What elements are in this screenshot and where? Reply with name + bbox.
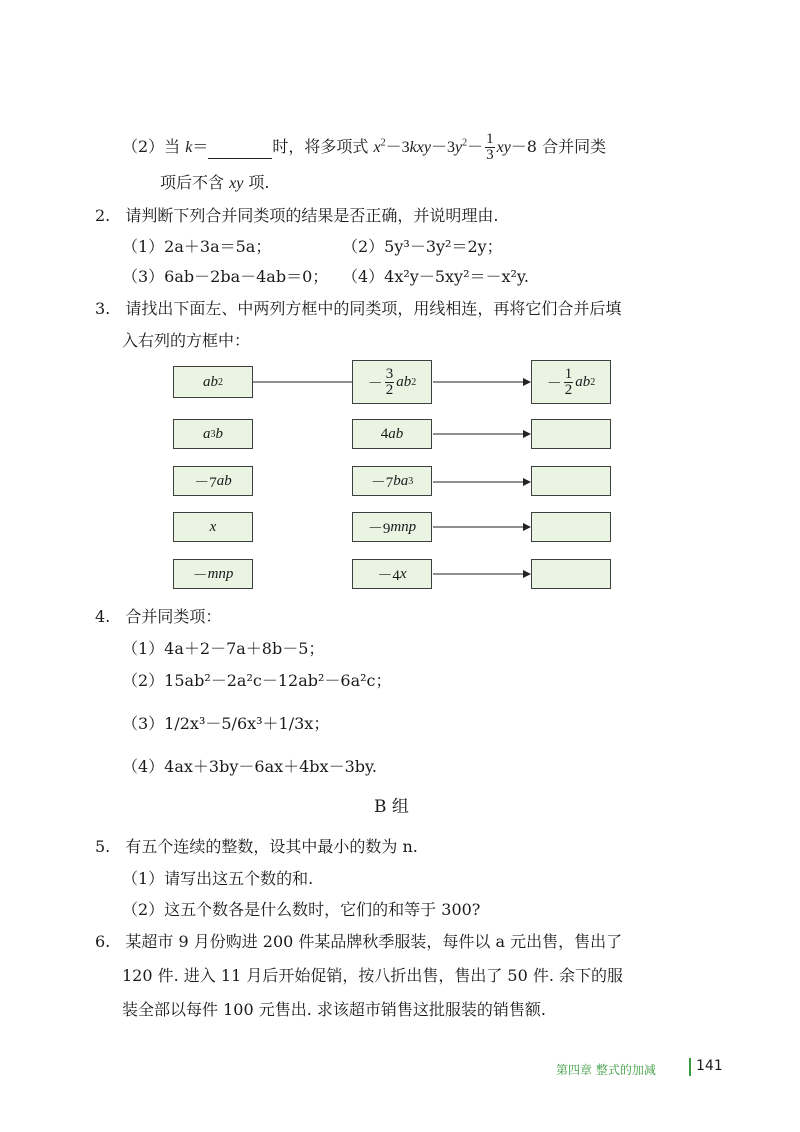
- q4-stem: [95, 606, 221, 628]
- poly-x: x: [373, 139, 381, 156]
- footer-divider: [689, 1058, 691, 1076]
- q1b-tail: －8 合并同类: [510, 137, 607, 156]
- q5-stem: [95, 836, 418, 858]
- q2-item-3: （3）6ab－2ba－4ab＝0；: [122, 267, 329, 286]
- left-box-3[interactable]: －7 ab: [173, 466, 253, 496]
- fraction-three-halves: $\frac{3}{2}$: [385, 365, 394, 398]
- left-box-5[interactable]: － mnp: [173, 559, 253, 589]
- left-box-4[interactable]: x: [173, 512, 253, 542]
- q5-item-1: （1）请写出这五个数的和.: [122, 869, 314, 888]
- left-box-2[interactable]: a 3 b: [173, 419, 253, 449]
- fraction-one-third: $\frac{1}{3}$: [486, 131, 494, 163]
- q2-number: 2.: [95, 206, 111, 225]
- q1b-eq: ＝: [192, 137, 209, 156]
- q4-item-1: （1）4a＋2－7a＋8b－5；: [122, 639, 325, 658]
- middle-box-4[interactable]: －9 mnp: [352, 512, 432, 542]
- q5-item-2: （2）这五个数各是什么数时，它们的和等于 300?: [122, 900, 481, 919]
- q1b-mid: 时，将多项式: [272, 137, 369, 156]
- q6-number: 6.: [95, 932, 111, 951]
- q5-text: 有五个连续的整数，设其中最小的数为 n.: [125, 837, 418, 856]
- fraction-one-half: $\frac{1}{2}$: [564, 365, 573, 398]
- q3-text-line1: 请找出下面左、中两列方框中的同类项，用线相连，再将它们合并后填: [125, 299, 622, 318]
- poly-term-a: －3: [385, 139, 410, 156]
- right-box-5[interactable]: [531, 559, 611, 589]
- right-box-1[interactable]: － $\frac{1}{2}$ ab 2: [531, 360, 611, 404]
- q2-text: 请判断下列合并同类项的结果是否正确，并说明理由.: [125, 206, 499, 225]
- q6-stem: [95, 931, 622, 953]
- poly-y: y: [454, 139, 463, 156]
- q2-item-1: （1）2a＋3a＝5a；: [122, 237, 272, 256]
- q2-item-4: （4）4x²y－5xy²＝－x²y.: [342, 267, 529, 286]
- q2-item-2: （2）5y³－3y²＝2y；: [342, 237, 503, 256]
- q4-item-2: （2）15ab²－2a²c－12ab²－6a²c；: [122, 671, 392, 690]
- q1b-line2-a: 项后不含: [160, 173, 225, 192]
- middle-box-3[interactable]: －7 ba 3: [352, 466, 432, 496]
- q3-number: 3.: [95, 299, 111, 318]
- middle-box-1[interactable]: － $\frac{3}{2}$ ab 2: [352, 360, 432, 404]
- right-box-4[interactable]: [531, 512, 611, 542]
- page-number: 141: [696, 1058, 723, 1074]
- left-box-1[interactable]: ab 2: [173, 366, 253, 398]
- q6-line-3: 装全部以每件 100 元售出. 求该超市销售这批服装的销售额.: [122, 1000, 546, 1019]
- q6-line-2: 120 件. 进入 11 月后开始促销，按八折出售，售出了 50 件. 余下的服: [122, 966, 624, 985]
- right-box-3[interactable]: [531, 466, 611, 496]
- q5-number: 5.: [95, 837, 111, 856]
- q1b-line2-b: 项.: [248, 173, 270, 192]
- middle-box-2[interactable]: 4 ab: [352, 419, 432, 449]
- footer-chapter: 第四章 整式的加减: [556, 1063, 656, 1077]
- q4-text: 合并同类项：: [125, 607, 222, 626]
- q1b-line2-xy: xy: [229, 175, 244, 192]
- q4-item-4: （4）4ax＋3by－6ax＋4bx－3by.: [122, 757, 377, 776]
- q1b-line1: （2）当 k＝ 时，将多项式 $x^2-3kxy-3y^2-$ $\frac{1}{3}$ xy－8 合并同类: [122, 131, 607, 163]
- q4-number: 4.: [95, 607, 111, 626]
- q3-text-line2: 入右列的方框中：: [122, 331, 251, 350]
- poly-term-b: －3: [430, 139, 455, 156]
- poly-xy: xy: [496, 139, 511, 156]
- q6-line-1: 某超市 9 月份购进 200 件某品牌秋季服装，每件以 a 元出售，售出了: [125, 932, 623, 951]
- middle-box-5[interactable]: －4 x: [352, 559, 432, 589]
- q4-item-3: （3）1/2x³－5/6x³＋1/3x；: [122, 714, 330, 733]
- section-b-heading: B 组: [374, 797, 409, 817]
- right-box-2[interactable]: [531, 419, 611, 449]
- poly-kxy: kxy: [409, 139, 431, 156]
- q1b-label: （2）当: [122, 137, 181, 156]
- q1b-k: k: [185, 139, 193, 156]
